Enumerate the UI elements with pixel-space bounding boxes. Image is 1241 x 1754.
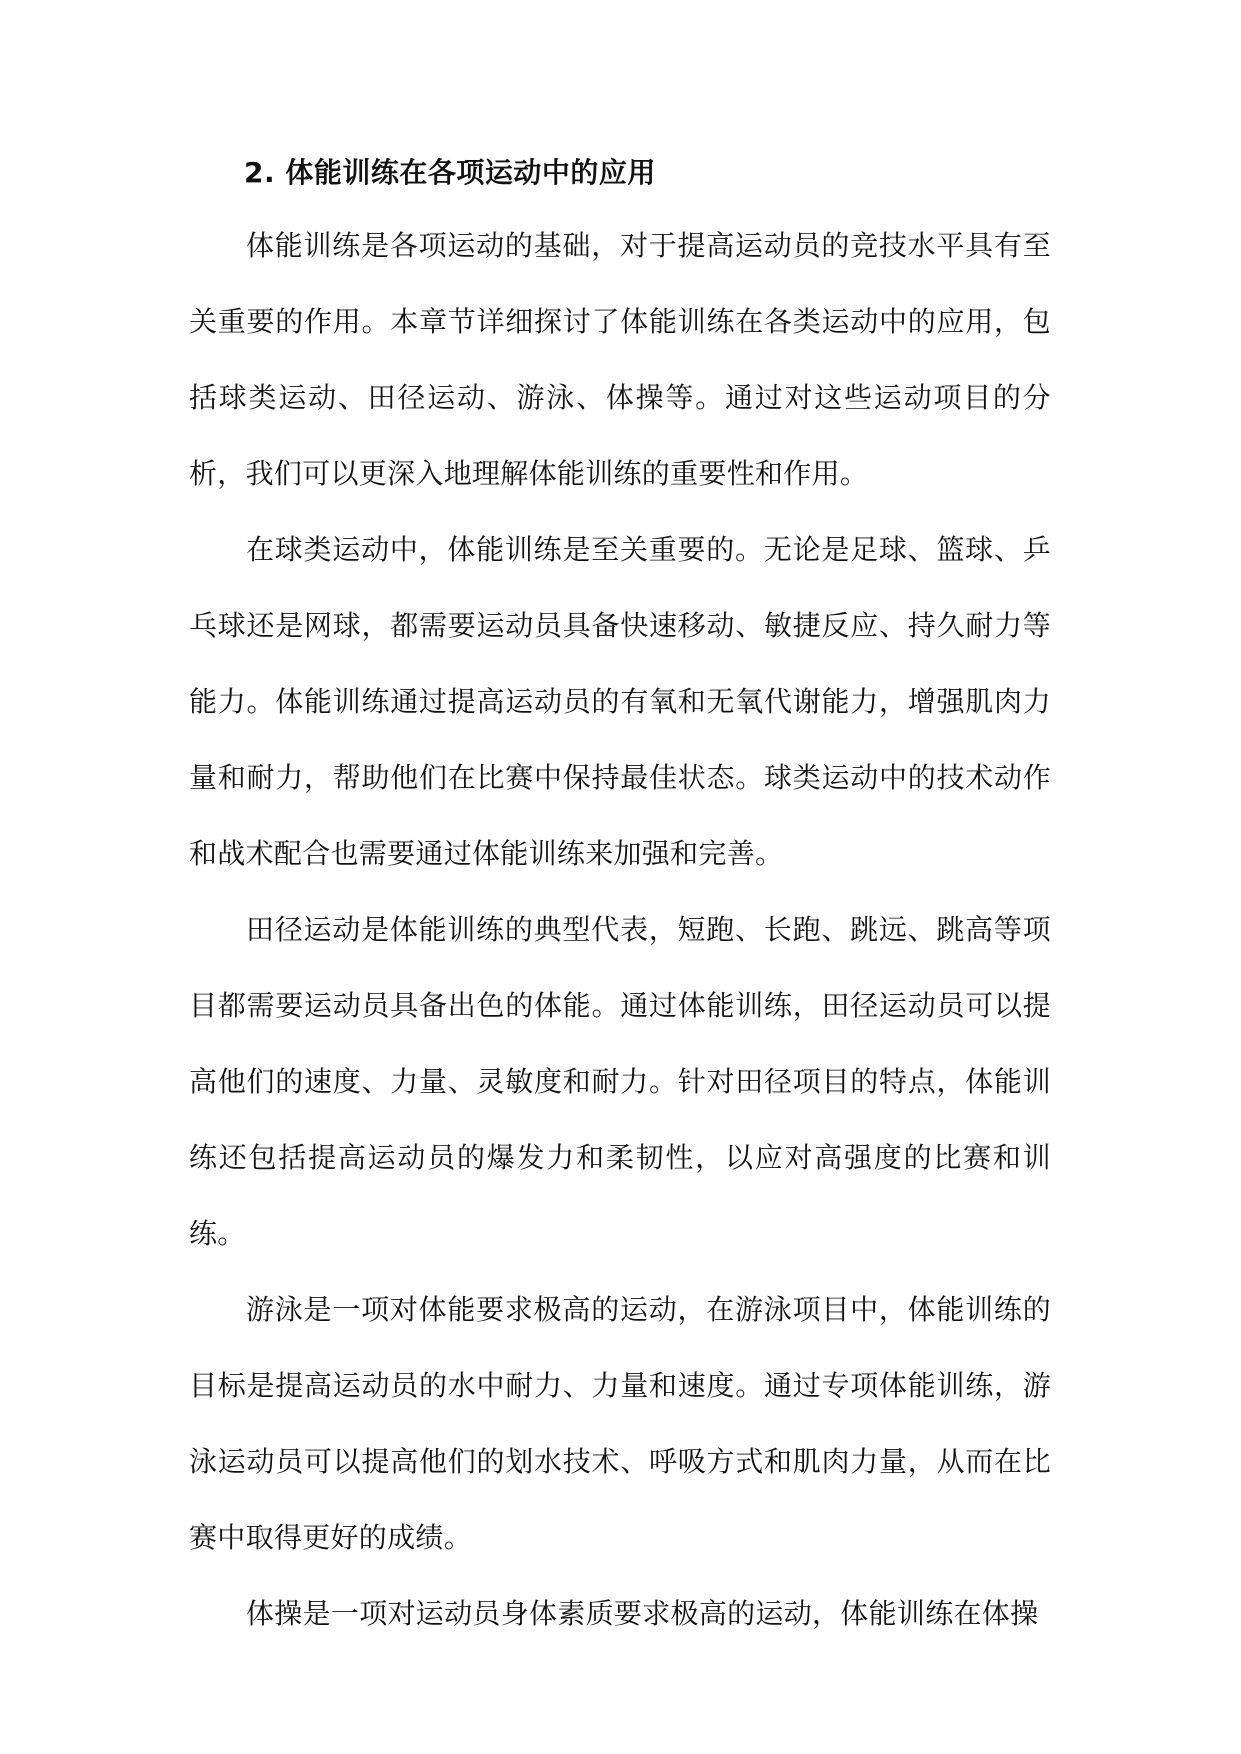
paragraph-ball-sports: 在球类运动中，体能训练是至关重要的。无论是足球、篮球、乒乓球还是网球，都需要运动员具备快速移动、敏捷反应、持久耐力等能力。体能训练通过提高运动员的有氧和无氧代谢能力，增强肌肉力量和耐力，帮助他们在比赛中保持最佳状态。球类运动中的技术动作和战术配合也需要通过体能训练来加强和完善。: [189, 533, 1051, 870]
paragraph-swimming: 游泳是一项对体能要求极高的运动，在游泳项目中，体能训练的目标是提高运动员的水中耐力、力量和速度。通过专项体能训练，游泳运动员可以提高他们的划水技术、呼吸方式和肌肉力量，从而在比赛中取得更好的成绩。: [189, 1293, 1051, 1554]
paragraph-intro: 体能训练是各项运动的基础，对于提高运动员的竞技水平具有至关重要的作用。本章节详细探讨了体能训练在各类运动中的应用，包括球类运动、田径运动、游泳、体操等。通过对这些运动项目的分析，我们可以更深入地理解体能训练的重要性和作用。: [189, 229, 1051, 490]
page-content: [189, 138, 1051, 1652]
paragraph-track-and-field: 田径运动是体能训练的典型代表，短跑、长跑、跳远、跳高等项目都需要运动员具备出色的体能。通过体能训练，田径运动员可以提高他们的速度、力量、灵敏度和耐力。针对田径项目的特点，体能训练还包括提高运动员的爆发力和柔韧性，以应对高强度的比赛和训练。: [189, 913, 1051, 1250]
paragraph-gymnastics: 体操是一项对运动员身体素质要求极高的运动，体能训练在体操: [246, 1597, 1039, 1630]
section-heading: 2. 体能训练在各项运动中的应用: [244, 156, 656, 189]
